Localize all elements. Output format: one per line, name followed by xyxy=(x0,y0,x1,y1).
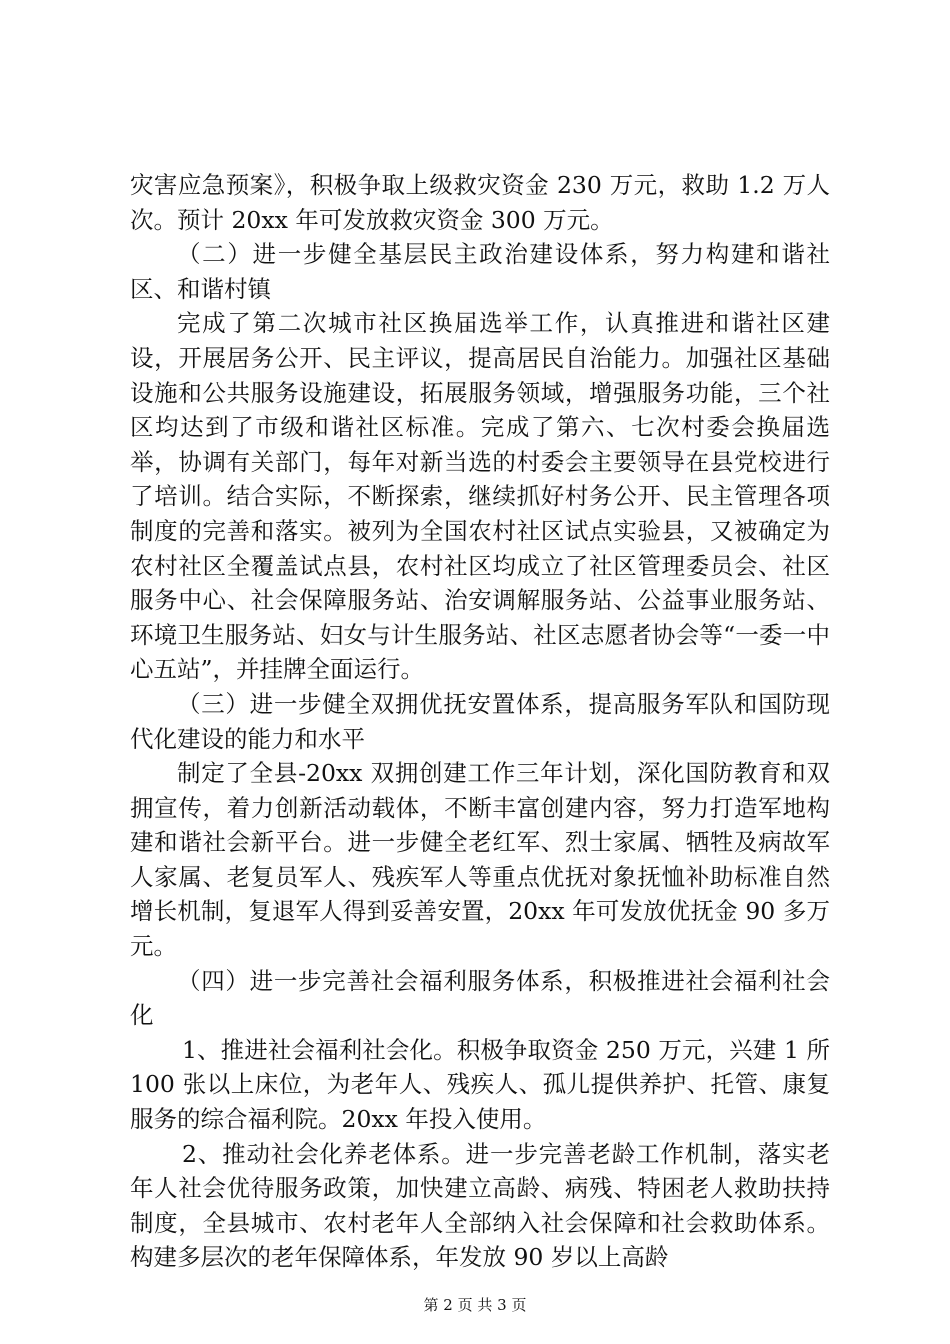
paragraph-elderly-care-system: 2、推动社会化养老体系。进一步完善老龄工作机制，落实老年人社会优待服务政策，加快建立高龄、病残、特困老人救助扶持制度，全县城市、农村老年人全部纳入社会保障和社会救助体系。构建多层次的老年保障体系，年发放 90 岁以上高龄 xyxy=(130,1139,830,1272)
paragraph-relief-funds: 灾害应急预案》，积极争取上级救灾资金 230 万元，救助 1.2 万人次。预计 20xx 年可发放救灾资金 300 万元。 xyxy=(130,171,830,234)
heading-social-welfare: （四）进一步完善社会福利服务体系，积极推进社会福利社会化 xyxy=(130,966,830,1030)
heading-military-support: （三）进一步健全双拥优抚安置体系，提高服务军队和国防现代化建设的能力和水平 xyxy=(130,689,830,753)
document-body xyxy=(130,168,830,1275)
paragraph-welfare-socialization: 1、推进社会福利社会化。积极争取资金 250 万元，兴建 1 所 100 张以上床位，为老年人、残疾人、孤儿提供养护、托管、康复服务的综合福利院。20xx 年投入使用。 xyxy=(130,1035,830,1134)
paragraph-military-support-plan: 制定了全县-20xx 双拥创建工作三年计划，深化国防教育和双拥宣传，着力创新活动载体，不断丰富创建内容，努力打造军地构建和谐社会新平台。进一步健全老红军、烈士家属、牺牲及病故军人家属、老复员军人、残疾军人等重点优抚对象抚恤补助标准自然增长机制，复退军人得到妥善安置，20xx 年可发放优抚金 90 多万元。 xyxy=(130,759,830,961)
paragraph-community-elections: 完成了第二次城市社区换届选举工作，认真推进和谐社区建设，开展居务公开、民主评议，提高居民自治能力。加强社区基础设施和公共服务设施建设，拓展服务领域，增强服务功能，三个社区均达到了市级和谐社区标准。完成了第六、七次村委会换届选举，协调有关部门，每年对新当选的村委会主要领导在县党校进行了培训。结合实际，不断探索，继续抓好村务公开、民主管理各项制度的完善和落实。被列为全国农村社区试点实验县，又被确定为农村社区全覆盖试点县，农村社区均成立了社区管理委员会、社区服务中心、社会保障服务站、治安调解服务站、公益事业服务站、环境卫生服务站、妇女与计生服务站、社区志愿者协会等“一委一中心五站”，并挂牌全面运行。 xyxy=(130,309,830,684)
page-number-footer: 第 2 页 共 3 页 xyxy=(423,1296,527,1314)
heading-grassroots-democracy: （二）进一步健全基层民主政治建设体系，努力构建和谐社区、和谐村镇 xyxy=(130,240,830,303)
